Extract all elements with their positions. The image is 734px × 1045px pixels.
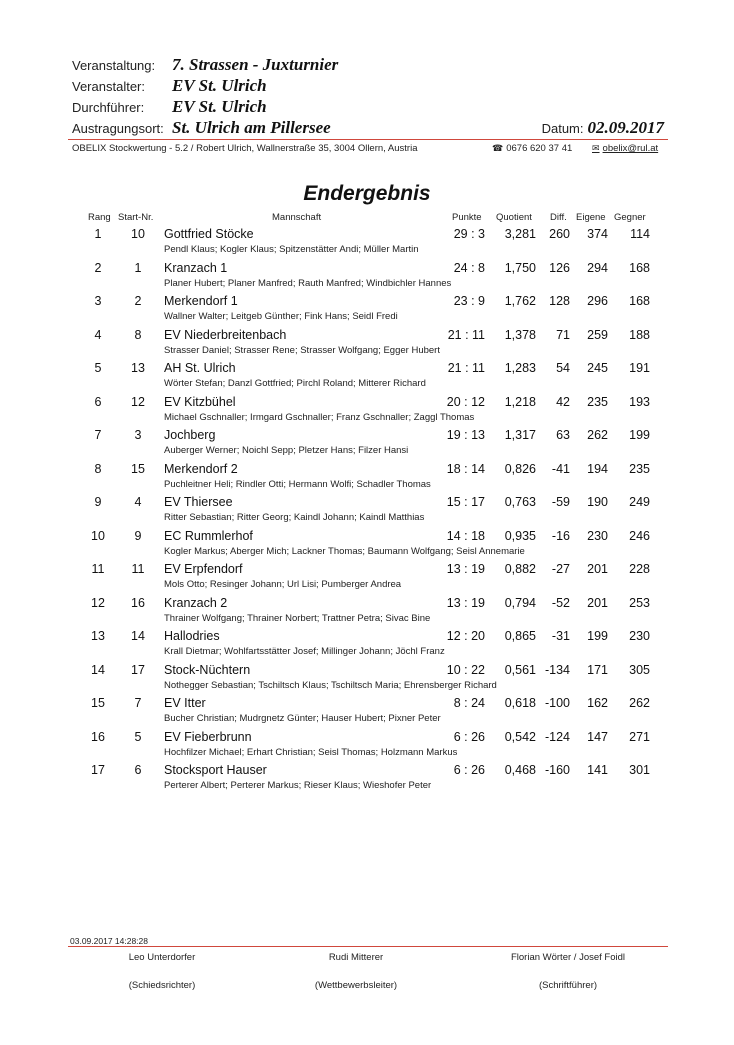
start-number-cell: 16 bbox=[131, 595, 145, 610]
team-players: Kogler Markus; Aberger Mich; Lackner Thomas; Baumann Wolfgang; Seisl Annemarie bbox=[164, 545, 525, 557]
table-row bbox=[0, 529, 734, 562]
print-timestamp: 03.09.2017 14:28:28 bbox=[70, 936, 148, 946]
col-diff: Diff. bbox=[550, 212, 567, 223]
start-number-cell: 9 bbox=[134, 528, 142, 543]
team-name-cell: AH St. Ulrich bbox=[164, 361, 236, 375]
difference-cell: -27 bbox=[551, 562, 570, 576]
mail-icon: ✉ bbox=[592, 143, 600, 153]
start-number-cell: 14 bbox=[131, 629, 145, 643]
quotient-cell: 1,378 bbox=[504, 327, 536, 342]
header-row-venue bbox=[72, 118, 331, 138]
quotient-cell: 0,882 bbox=[504, 562, 536, 576]
own-score-cell: 259 bbox=[587, 327, 608, 342]
team-players: Krall Dietmar; Wohlfartsstätter Josef; Millinger Johann; Jöchl Franz bbox=[164, 646, 445, 657]
table-row bbox=[0, 763, 734, 796]
rang-cell: 14 bbox=[91, 662, 105, 677]
opponent-score-cell: 168 bbox=[629, 260, 650, 275]
team-name-cell: Merkendorf 1 bbox=[164, 294, 238, 308]
col-gegner: Gegner bbox=[614, 212, 646, 223]
quotient-cell: 0,468 bbox=[504, 763, 536, 777]
team-name-cell: Jochberg bbox=[164, 428, 216, 442]
rang-cell: 15 bbox=[91, 696, 105, 710]
table-row bbox=[0, 328, 734, 361]
team-name-cell: Kranzach 1 bbox=[164, 260, 228, 275]
points-cell: 29 : 3 bbox=[453, 227, 485, 241]
opponent-score-cell: 253 bbox=[629, 595, 650, 610]
col-start: Start-Nr. bbox=[118, 212, 154, 223]
rang-cell: 9 bbox=[94, 495, 102, 509]
points-cell: 13 : 19 bbox=[446, 595, 485, 610]
points-cell: 6 : 26 bbox=[453, 763, 485, 777]
start-number-cell: 5 bbox=[134, 729, 142, 744]
table-row bbox=[0, 395, 734, 428]
points-cell: 12 : 20 bbox=[446, 629, 485, 643]
own-score-cell: 141 bbox=[587, 763, 608, 777]
rang-cell: 5 bbox=[94, 361, 102, 375]
opponent-score-cell: 301 bbox=[629, 763, 650, 777]
table-row bbox=[0, 294, 734, 327]
difference-cell: -160 bbox=[544, 763, 570, 777]
start-number-cell: 13 bbox=[131, 361, 145, 375]
quotient-cell: 0,826 bbox=[504, 461, 536, 476]
difference-cell: 260 bbox=[549, 227, 570, 241]
quotient-cell: 1,762 bbox=[504, 294, 536, 308]
table-row bbox=[0, 629, 734, 662]
team-players: Thrainer Wolfgang; Thrainer Norbert; Trattner Petra; Sivac Bine bbox=[164, 612, 431, 624]
team-name-cell: Gottfried Stöcke bbox=[164, 227, 254, 241]
event-value: 7. Strassen - Juxturnier bbox=[172, 55, 339, 74]
organizer-info bbox=[72, 143, 668, 154]
quotient-cell: 1,218 bbox=[504, 394, 536, 409]
difference-cell: 42 bbox=[556, 394, 570, 409]
difference-cell: 63 bbox=[556, 428, 570, 442]
opponent-score-cell: 191 bbox=[629, 361, 650, 375]
points-cell: 8 : 24 bbox=[453, 696, 485, 710]
points-cell: 21 : 11 bbox=[447, 361, 485, 375]
phone-icon: ☎ bbox=[492, 143, 504, 153]
start-number-cell: 4 bbox=[134, 495, 142, 509]
email-contact[interactable] bbox=[592, 143, 658, 154]
difference-cell: -134 bbox=[544, 662, 570, 677]
start-number-cell: 7 bbox=[134, 696, 142, 710]
team-players: Wörter Stefan; Danzl Gottfried; Pirchl Roland; Mitterer Richard bbox=[164, 378, 426, 389]
team-players: Auberger Werner; Noichl Sepp; Pletzer Hans; Filzer Hansi bbox=[164, 445, 409, 456]
quotient-cell: 0,794 bbox=[504, 595, 536, 610]
own-score-cell: 230 bbox=[587, 528, 608, 543]
team-name-cell: Hallodries bbox=[164, 629, 220, 643]
team-name-cell: Stock-Nüchtern bbox=[164, 662, 251, 677]
team-players: Wallner Walter; Leitgeb Günther; Fink Hans; Seidl Fredi bbox=[164, 311, 398, 322]
team-name-cell: EV Itter bbox=[164, 696, 206, 710]
rang-cell: 4 bbox=[94, 327, 102, 342]
points-cell: 10 : 22 bbox=[446, 662, 485, 677]
table-row bbox=[0, 462, 734, 495]
opponent-score-cell: 199 bbox=[629, 428, 650, 442]
signature-director-name: Rudi Mitterer bbox=[328, 952, 384, 963]
date-label: Datum: bbox=[541, 121, 584, 136]
quotient-cell: 0,935 bbox=[504, 528, 536, 543]
team-name-cell: Kranzach 2 bbox=[164, 595, 228, 610]
opponent-score-cell: 246 bbox=[629, 528, 650, 543]
rang-cell: 6 bbox=[94, 394, 102, 409]
difference-cell: -41 bbox=[551, 461, 570, 476]
start-number-cell: 10 bbox=[131, 227, 145, 241]
quotient-cell: 1,283 bbox=[504, 361, 536, 375]
executor-value: EV St. Ulrich bbox=[172, 97, 267, 116]
table-row bbox=[0, 495, 734, 528]
team-players: Bucher Christian; Mudrgnetz Günter; Hauser Hubert; Pixner Peter bbox=[164, 713, 441, 724]
team-name-cell: EV Fieberbrunn bbox=[164, 729, 252, 744]
own-score-cell: 235 bbox=[587, 394, 608, 409]
difference-cell: 126 bbox=[549, 260, 570, 275]
header-row-executor bbox=[72, 97, 267, 117]
venue-value: St. Ulrich am Pillersee bbox=[172, 118, 331, 137]
own-score-cell: 296 bbox=[587, 294, 608, 308]
organizer-label: Veranstalter: bbox=[72, 79, 145, 94]
difference-cell: 54 bbox=[556, 361, 570, 375]
team-players: Nothegger Sebastian; Tschiltsch Klaus; Tschiltsch Maria; Ehrensberger Richard bbox=[164, 679, 497, 691]
team-players: Strasser Daniel; Strasser Rene; Strasser Wolfgang; Egger Hubert bbox=[164, 344, 440, 356]
rang-cell: 17 bbox=[91, 763, 105, 777]
team-name-cell: EV Kitzbühel bbox=[164, 394, 236, 409]
rang-cell: 3 bbox=[94, 294, 102, 308]
header-row-organizer bbox=[72, 76, 267, 96]
points-cell: 6 : 26 bbox=[453, 729, 485, 744]
difference-cell: 128 bbox=[549, 294, 570, 308]
quotient-cell: 0,561 bbox=[504, 662, 536, 677]
start-number-cell: 2 bbox=[134, 294, 142, 308]
software-info: OBELIX Stockwertung - 5.2 / Robert Ulrich, Wallnerstraße 35, 3004 Ollern, Austria bbox=[72, 143, 418, 154]
start-number-cell: 11 bbox=[131, 562, 145, 576]
rang-cell: 1 bbox=[94, 227, 102, 241]
own-score-cell: 147 bbox=[587, 729, 608, 744]
team-name-cell: EV Erpfendorf bbox=[164, 562, 243, 576]
quotient-cell: 3,281 bbox=[504, 227, 536, 241]
email-address[interactable]: obelix@rul.at bbox=[602, 143, 659, 154]
difference-cell: -52 bbox=[551, 595, 570, 610]
team-name-cell: Stocksport Hauser bbox=[164, 763, 267, 777]
opponent-score-cell: 193 bbox=[629, 394, 650, 409]
table-row bbox=[0, 663, 734, 696]
opponent-score-cell: 262 bbox=[629, 696, 650, 710]
opponent-score-cell: 271 bbox=[629, 729, 650, 744]
difference-cell: -59 bbox=[551, 495, 570, 509]
team-players: Mols Otto; Resinger Johann; Url Lisi; Pumberger Andrea bbox=[164, 579, 402, 590]
page-title: Endergebnis bbox=[303, 182, 431, 205]
quotient-cell: 0,618 bbox=[504, 696, 536, 710]
team-players: Planer Hubert; Planer Manfred; Rauth Manfred; Windbichler Hannes bbox=[164, 277, 452, 289]
start-number-cell: 1 bbox=[134, 260, 142, 275]
team-players: Perterer Albert; Perterer Markus; Rieser Klaus; Wieshofer Peter bbox=[164, 780, 432, 791]
col-team: Mannschaft bbox=[272, 212, 322, 223]
signature-referee-name: Leo Unterdorfer bbox=[128, 952, 196, 963]
rang-cell: 16 bbox=[91, 729, 105, 744]
own-score-cell: 199 bbox=[587, 629, 608, 643]
own-score-cell: 194 bbox=[587, 461, 608, 476]
team-name-cell: EV Niederbreitenbach bbox=[164, 327, 287, 342]
quotient-cell: 1,750 bbox=[504, 260, 536, 275]
rang-cell: 7 bbox=[94, 428, 102, 442]
footer-divider bbox=[68, 946, 668, 947]
date-field bbox=[542, 118, 664, 138]
col-eigene: Eigene bbox=[576, 212, 606, 223]
start-number-cell: 6 bbox=[134, 763, 142, 777]
phone-contact bbox=[492, 143, 572, 154]
start-number-cell: 15 bbox=[131, 461, 145, 476]
date-value: 02.09.2017 bbox=[587, 118, 664, 137]
team-players: Puchleitner Heli; Rindler Otti; Hermann Wolfi; Schadler Thomas bbox=[164, 478, 431, 490]
difference-cell: -31 bbox=[551, 629, 570, 643]
start-number-cell: 8 bbox=[134, 327, 142, 342]
quotient-cell: 0,542 bbox=[504, 729, 536, 744]
team-players: Michael Gschnaller; Irmgard Gschnaller; Franz Gschnaller; Zaggl Thomas bbox=[164, 411, 475, 423]
opponent-score-cell: 168 bbox=[629, 294, 650, 308]
points-cell: 19 : 13 bbox=[446, 428, 485, 442]
own-score-cell: 190 bbox=[587, 495, 608, 509]
header-divider bbox=[68, 139, 668, 140]
opponent-score-cell: 249 bbox=[629, 495, 650, 509]
signature-referee-role: (Schiedsrichter) bbox=[128, 980, 196, 991]
own-score-cell: 171 bbox=[587, 662, 608, 677]
quotient-cell: 0,763 bbox=[504, 495, 536, 509]
organizer-value: EV St. Ulrich bbox=[172, 76, 267, 95]
difference-cell: -100 bbox=[544, 696, 570, 710]
opponent-score-cell: 228 bbox=[629, 562, 650, 576]
phone-number: 0676 620 37 41 bbox=[506, 143, 573, 154]
col-punkte: Punkte bbox=[452, 212, 482, 223]
own-score-cell: 201 bbox=[587, 562, 608, 576]
signature-secretary-name: Florian Wörter / Josef Foidl bbox=[510, 952, 626, 963]
event-label: Veranstaltung: bbox=[72, 58, 156, 73]
difference-cell: -124 bbox=[544, 729, 570, 744]
start-number-cell: 3 bbox=[134, 428, 142, 442]
rang-cell: 10 bbox=[91, 528, 105, 543]
quotient-cell: 0,865 bbox=[504, 629, 536, 643]
table-row bbox=[0, 596, 734, 629]
team-players: Pendl Klaus; Kogler Klaus; Spitzenstätter Andi; Müller Martin bbox=[164, 244, 419, 255]
points-cell: 14 : 18 bbox=[446, 528, 485, 543]
rang-cell: 11 bbox=[91, 562, 105, 576]
own-score-cell: 374 bbox=[587, 227, 608, 241]
difference-cell: -16 bbox=[551, 528, 570, 543]
points-cell: 24 : 8 bbox=[453, 260, 485, 275]
rang-cell: 8 bbox=[94, 461, 102, 476]
col-quotient: Quotient bbox=[496, 212, 532, 223]
points-cell: 20 : 12 bbox=[446, 394, 485, 409]
opponent-score-cell: 188 bbox=[629, 327, 650, 342]
col-rang: Rang bbox=[88, 212, 111, 223]
executor-label: Durchführer: bbox=[72, 100, 145, 115]
table-row bbox=[0, 261, 734, 294]
own-score-cell: 294 bbox=[587, 260, 608, 275]
start-number-cell: 17 bbox=[131, 662, 145, 677]
table-row bbox=[0, 428, 734, 461]
start-number-cell: 12 bbox=[131, 394, 145, 409]
team-name-cell: EC Rummlerhof bbox=[164, 528, 253, 543]
own-score-cell: 201 bbox=[587, 595, 608, 610]
table-row bbox=[0, 730, 734, 763]
opponent-score-cell: 235 bbox=[629, 461, 650, 476]
points-cell: 13 : 19 bbox=[446, 562, 485, 576]
points-cell: 23 : 9 bbox=[453, 294, 485, 308]
rang-cell: 13 bbox=[91, 629, 105, 643]
team-name-cell: Merkendorf 2 bbox=[164, 461, 238, 476]
team-name-cell: EV Thiersee bbox=[164, 495, 233, 509]
opponent-score-cell: 114 bbox=[630, 227, 650, 241]
own-score-cell: 245 bbox=[587, 361, 608, 375]
own-score-cell: 162 bbox=[587, 696, 608, 710]
points-cell: 21 : 11 bbox=[447, 327, 485, 342]
rang-cell: 12 bbox=[91, 595, 105, 610]
own-score-cell: 262 bbox=[587, 428, 608, 442]
header-row-event bbox=[72, 55, 338, 75]
opponent-score-cell: 305 bbox=[629, 662, 650, 677]
table-row bbox=[0, 227, 734, 260]
venue-label: Austragungsort: bbox=[72, 121, 164, 136]
points-cell: 15 : 17 bbox=[446, 495, 485, 509]
signature-director-role: (Wettbewerbsleiter) bbox=[314, 980, 398, 991]
table-row bbox=[0, 361, 734, 394]
rang-cell: 2 bbox=[94, 260, 102, 275]
difference-cell: 71 bbox=[556, 327, 570, 342]
team-players: Hochfilzer Michael; Erhart Christian; Seisl Thomas; Holzmann Markus bbox=[164, 746, 458, 758]
table-row bbox=[0, 696, 734, 729]
table-row bbox=[0, 562, 734, 595]
quotient-cell: 1,317 bbox=[504, 428, 536, 442]
opponent-score-cell: 230 bbox=[629, 629, 650, 643]
points-cell: 18 : 14 bbox=[446, 461, 485, 476]
team-players: Ritter Sebastian; Ritter Georg; Kaindl Johann; Kaindl Matthias bbox=[164, 512, 425, 523]
signature-secretary-role: (Schriftführer) bbox=[538, 980, 598, 991]
